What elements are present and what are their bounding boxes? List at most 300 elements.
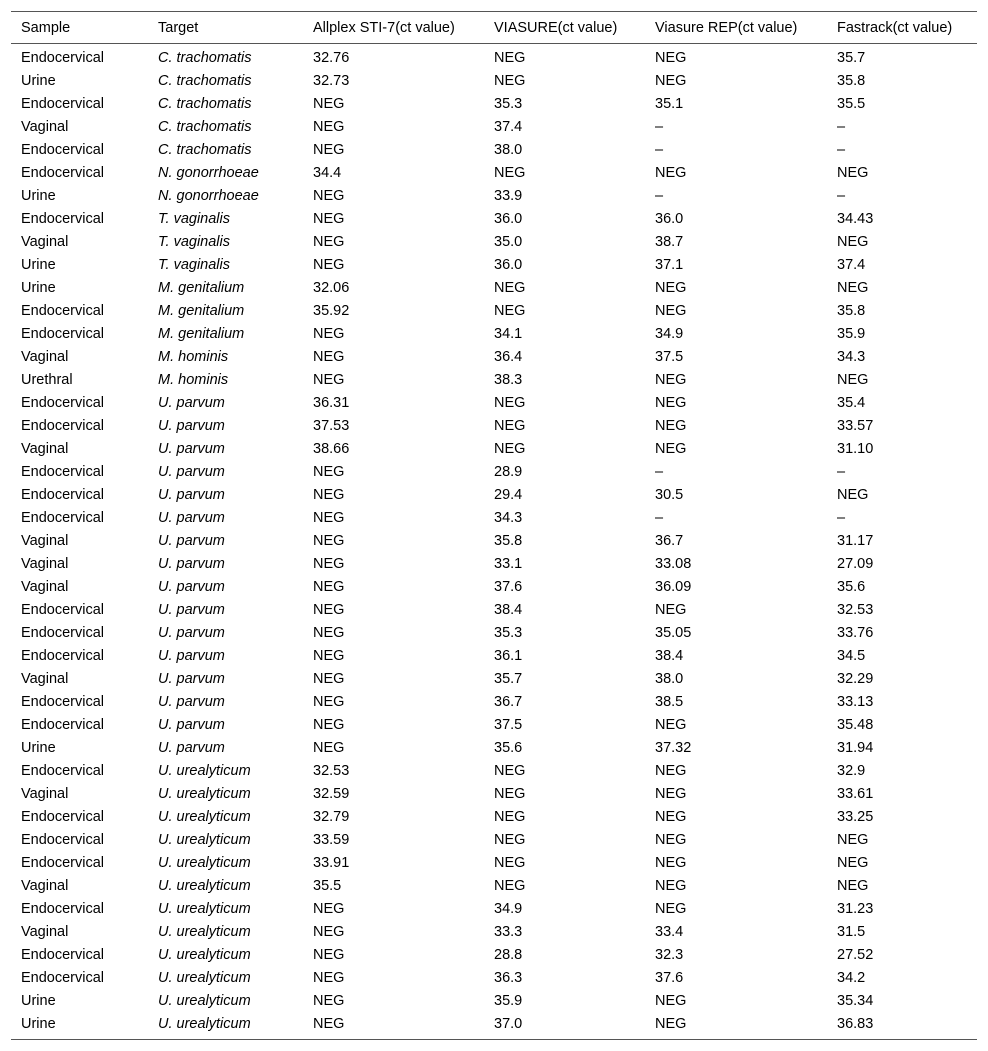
fastrack-cell: 31.94 <box>837 739 874 756</box>
allplex-cell: 38.66 <box>313 440 350 457</box>
sample-cell: Vaginal <box>21 555 69 572</box>
allplex-cell: NEG <box>313 233 345 250</box>
fastrack-cell: 34.5 <box>837 647 866 664</box>
viasure-rep-cell: – <box>655 187 664 204</box>
sample-cell: Endocervical <box>21 716 105 733</box>
header-viasure-rep: Viasure REP(ct value) <box>645 12 827 44</box>
table-row <box>11 483 977 506</box>
sample-cell: Endocervical <box>21 417 105 434</box>
target-cell: M. hominis <box>158 371 229 388</box>
allplex-cell: NEG <box>313 463 345 480</box>
sample-cell: Vaginal <box>21 233 69 250</box>
viasure-cell: 38.4 <box>494 601 523 618</box>
fastrack-cell: 37.4 <box>837 256 866 273</box>
allplex-cell: 32.76 <box>313 49 350 66</box>
allplex-cell: 35.92 <box>313 302 350 319</box>
target-cell: U. parvum <box>158 716 225 733</box>
viasure-rep-cell: NEG <box>655 279 687 296</box>
viasure-cell: 36.0 <box>494 210 523 227</box>
target-cell: U. urealyticum <box>158 762 251 779</box>
target-cell: T. vaginalis <box>158 256 231 273</box>
target-cell: C. trachomatis <box>158 49 252 66</box>
viasure-rep-cell: – <box>655 509 664 526</box>
viasure-cell: NEG <box>494 49 526 66</box>
target-cell: U. urealyticum <box>158 854 251 871</box>
sample-cell: Endocervical <box>21 969 105 986</box>
fastrack-cell: 34.43 <box>837 210 874 227</box>
sample-cell: Urine <box>21 992 56 1009</box>
sample-cell: Endocervical <box>21 624 105 641</box>
fastrack-cell: 31.10 <box>837 440 874 457</box>
fastrack-cell: NEG <box>837 164 869 181</box>
viasure-cell: 34.1 <box>494 325 523 342</box>
sample-cell: Urethral <box>21 371 73 388</box>
viasure-cell: 38.0 <box>494 141 523 158</box>
sample-cell: Vaginal <box>21 440 69 457</box>
sample-cell: Endocervical <box>21 831 105 848</box>
target-cell: U. parvum <box>158 417 225 434</box>
viasure-rep-cell: 35.1 <box>655 95 684 112</box>
sample-cell: Endocervical <box>21 946 105 963</box>
allplex-cell: NEG <box>313 923 345 940</box>
target-cell: M. genitalium <box>158 302 245 319</box>
sample-cell: Vaginal <box>21 348 69 365</box>
viasure-rep-cell: NEG <box>655 49 687 66</box>
target-cell: N. gonorrhoeae <box>158 164 259 181</box>
viasure-cell: NEG <box>494 164 526 181</box>
viasure-cell: NEG <box>494 417 526 434</box>
viasure-rep-cell: NEG <box>655 992 687 1009</box>
allplex-cell: NEG <box>313 210 345 227</box>
table-row <box>11 276 977 299</box>
target-cell: U. urealyticum <box>158 785 251 802</box>
allplex-cell: NEG <box>313 578 345 595</box>
viasure-cell: NEG <box>494 440 526 457</box>
table-row <box>11 552 977 575</box>
table-row <box>11 253 977 276</box>
viasure-rep-cell: NEG <box>655 371 687 388</box>
sample-cell: Urine <box>21 279 56 296</box>
sample-cell: Vaginal <box>21 118 69 135</box>
allplex-cell: NEG <box>313 693 345 710</box>
target-cell: U. urealyticum <box>158 808 251 825</box>
viasure-rep-cell: NEG <box>655 785 687 802</box>
fastrack-cell: 33.13 <box>837 693 874 710</box>
allplex-cell: 36.31 <box>313 394 350 411</box>
fastrack-cell: 35.8 <box>837 72 866 89</box>
target-cell: T. vaginalis <box>158 210 231 227</box>
target-cell: U. urealyticum <box>158 946 251 963</box>
fastrack-cell: 34.3 <box>837 348 866 365</box>
table-row <box>11 44 977 70</box>
sample-cell: Endocervical <box>21 325 105 342</box>
target-cell: U. urealyticum <box>158 969 251 986</box>
target-cell: C. trachomatis <box>158 95 252 112</box>
table-row <box>11 966 977 989</box>
target-cell: U. parvum <box>158 486 225 503</box>
allplex-cell: NEG <box>313 95 345 112</box>
table-row <box>11 805 977 828</box>
viasure-rep-cell: 36.0 <box>655 210 684 227</box>
table-row <box>11 1012 977 1040</box>
viasure-rep-cell: 38.0 <box>655 670 684 687</box>
viasure-rep-cell: NEG <box>645 1012 827 1040</box>
fastrack-cell: NEG <box>837 831 869 848</box>
viasure-cell: 28.9 <box>494 463 523 480</box>
table-row <box>11 345 977 368</box>
table-row <box>11 506 977 529</box>
header-target: Target <box>148 12 303 44</box>
viasure-rep-cell: NEG <box>655 854 687 871</box>
table-row <box>11 667 977 690</box>
table-row <box>11 851 977 874</box>
allplex-cell: NEG <box>313 256 345 273</box>
sample-cell: Endocervical <box>21 164 105 181</box>
viasure-cell: NEG <box>494 785 526 802</box>
viasure-cell: 29.4 <box>494 486 523 503</box>
target-cell: M. genitalium <box>158 279 245 296</box>
allplex-cell: NEG <box>313 486 345 503</box>
allplex-cell: NEG <box>313 624 345 641</box>
viasure-rep-cell: NEG <box>655 762 687 779</box>
fastrack-cell: – <box>837 187 846 204</box>
allplex-cell: NEG <box>313 509 345 526</box>
sample-cell: Endocervical <box>21 210 105 227</box>
viasure-cell: 35.7 <box>494 670 523 687</box>
fastrack-cell: NEG <box>837 486 869 503</box>
fastrack-cell: 32.29 <box>837 670 874 687</box>
table-row <box>11 529 977 552</box>
sample-cell: Vaginal <box>21 578 69 595</box>
viasure-cell: 37.5 <box>494 716 523 733</box>
sample-cell: Urine <box>21 739 56 756</box>
allplex-cell: 35.5 <box>313 877 342 894</box>
allplex-cell: NEG <box>313 555 345 572</box>
allplex-cell: NEG <box>313 992 345 1009</box>
sample-cell: Urine <box>21 72 56 89</box>
fastrack-cell: 31.23 <box>837 900 874 917</box>
sample-cell: Endocervical <box>21 647 105 664</box>
viasure-rep-cell: 36.7 <box>655 532 684 549</box>
table-row <box>11 391 977 414</box>
allplex-cell: 32.53 <box>313 762 350 779</box>
allplex-cell: 32.73 <box>313 72 350 89</box>
viasure-cell: NEG <box>494 302 526 319</box>
allplex-cell: 34.4 <box>313 164 342 181</box>
table-row <box>11 92 977 115</box>
target-cell: U. parvum <box>158 463 225 480</box>
viasure-cell: 36.7 <box>494 693 523 710</box>
viasure-cell: NEG <box>494 394 526 411</box>
viasure-rep-cell: 35.05 <box>655 624 692 641</box>
sample-cell: Endocervical <box>21 486 105 503</box>
viasure-rep-cell: – <box>655 118 664 135</box>
fastrack-cell: 36.83 <box>827 1012 977 1040</box>
allplex-cell: NEG <box>313 371 345 388</box>
target-cell: U. parvum <box>158 670 225 687</box>
sample-cell: Vaginal <box>21 785 69 802</box>
viasure-rep-cell: 34.9 <box>655 325 684 342</box>
fastrack-cell: 33.76 <box>837 624 874 641</box>
table-row <box>11 184 977 207</box>
viasure-cell: 33.1 <box>494 555 523 572</box>
sample-cell: Vaginal <box>21 670 69 687</box>
fastrack-cell: NEG <box>837 233 869 250</box>
target-cell: C. trachomatis <box>158 118 252 135</box>
fastrack-cell: – <box>837 141 846 158</box>
table-row <box>11 230 977 253</box>
table-row <box>11 621 977 644</box>
viasure-rep-cell: 37.6 <box>655 969 684 986</box>
sample-cell: Endocervical <box>21 49 105 66</box>
viasure-cell: NEG <box>494 808 526 825</box>
fastrack-cell: 32.53 <box>837 601 874 618</box>
viasure-rep-cell: 37.1 <box>655 256 684 273</box>
sample-cell: Endocervical <box>21 141 105 158</box>
fastrack-cell: NEG <box>837 279 869 296</box>
target-cell: U. parvum <box>158 693 225 710</box>
fastrack-cell: 34.2 <box>837 969 866 986</box>
sample-cell: Urine <box>21 256 56 273</box>
viasure-cell: 37.4 <box>494 118 523 135</box>
viasure-rep-cell: NEG <box>655 601 687 618</box>
target-cell: U. parvum <box>158 578 225 595</box>
allplex-cell: NEG <box>313 739 345 756</box>
allplex-cell: 32.79 <box>313 808 350 825</box>
table-row <box>11 115 977 138</box>
target-cell: M. hominis <box>158 348 229 365</box>
sample-cell: Endocervical <box>21 95 105 112</box>
allplex-cell: NEG <box>313 647 345 664</box>
fastrack-cell: 33.57 <box>837 417 874 434</box>
viasure-cell: 35.9 <box>494 992 523 1009</box>
allplex-cell: NEG <box>313 670 345 687</box>
fastrack-cell: 35.8 <box>837 302 866 319</box>
sample-cell: Endocervical <box>21 762 105 779</box>
table-row <box>11 782 977 805</box>
allplex-cell: NEG <box>303 1012 484 1040</box>
table-row <box>11 299 977 322</box>
sample-cell: Endocervical <box>21 854 105 871</box>
viasure-rep-cell: NEG <box>655 164 687 181</box>
target-cell: U. parvum <box>158 555 225 572</box>
fastrack-cell: 35.7 <box>837 49 866 66</box>
viasure-cell: NEG <box>494 279 526 296</box>
viasure-cell: 36.3 <box>494 969 523 986</box>
fastrack-cell: 33.25 <box>837 808 874 825</box>
table-row <box>11 644 977 667</box>
viasure-rep-cell: 33.08 <box>655 555 692 572</box>
viasure-cell: 37.0 <box>484 1012 645 1040</box>
viasure-cell: 37.6 <box>494 578 523 595</box>
viasure-rep-cell: NEG <box>655 417 687 434</box>
table-row <box>11 161 977 184</box>
fastrack-cell: 32.9 <box>837 762 866 779</box>
table-row <box>11 322 977 345</box>
allplex-cell: NEG <box>313 187 345 204</box>
table-row <box>11 575 977 598</box>
viasure-cell: 36.1 <box>494 647 523 664</box>
fastrack-cell: – <box>837 509 846 526</box>
sample-cell: Vaginal <box>21 923 69 940</box>
viasure-cell: 36.4 <box>494 348 523 365</box>
viasure-rep-cell: NEG <box>655 900 687 917</box>
sample-cell: Vaginal <box>21 877 69 894</box>
target-cell: U. parvum <box>158 739 225 756</box>
allplex-cell: 33.91 <box>313 854 350 871</box>
viasure-cell: 34.9 <box>494 900 523 917</box>
viasure-rep-cell: 33.4 <box>655 923 684 940</box>
viasure-rep-cell: 37.32 <box>655 739 692 756</box>
target-cell: N. gonorrhoeae <box>158 187 259 204</box>
table-row <box>11 920 977 943</box>
results-table <box>11 11 977 1040</box>
fastrack-cell: 35.34 <box>837 992 874 1009</box>
viasure-cell: 35.3 <box>494 95 523 112</box>
viasure-rep-cell: NEG <box>655 440 687 457</box>
target-cell: C. trachomatis <box>158 72 252 89</box>
table-row <box>11 736 977 759</box>
viasure-rep-cell: 37.5 <box>655 348 684 365</box>
viasure-cell: NEG <box>494 877 526 894</box>
fastrack-cell: – <box>837 118 846 135</box>
target-cell: U. parvum <box>158 394 225 411</box>
target-cell: U. urealyticum <box>158 900 251 917</box>
table-row <box>11 759 977 782</box>
viasure-rep-cell: 36.09 <box>655 578 692 595</box>
allplex-cell: NEG <box>313 900 345 917</box>
header-allplex: Allplex STI-7(ct value) <box>303 12 484 44</box>
table-row <box>11 138 977 161</box>
viasure-cell: 35.8 <box>494 532 523 549</box>
table-row <box>11 598 977 621</box>
table-row <box>11 207 977 230</box>
target-cell: U. urealyticum <box>158 923 251 940</box>
sample-cell: Endocervical <box>21 808 105 825</box>
header-viasure: VIASURE(ct value) <box>484 12 645 44</box>
viasure-rep-cell: NEG <box>655 394 687 411</box>
fastrack-cell: 35.5 <box>837 95 866 112</box>
fastrack-cell: 31.17 <box>837 532 874 549</box>
viasure-rep-cell: 32.3 <box>655 946 684 963</box>
target-cell: U. parvum <box>158 440 225 457</box>
header-sample: Sample <box>11 12 148 44</box>
viasure-cell: 35.6 <box>494 739 523 756</box>
viasure-rep-cell: NEG <box>655 716 687 733</box>
sample-cell: Endocervical <box>21 463 105 480</box>
viasure-rep-cell: 38.5 <box>655 693 684 710</box>
viasure-cell: 33.3 <box>494 923 523 940</box>
fastrack-cell: 33.61 <box>837 785 874 802</box>
viasure-rep-cell: – <box>655 141 664 158</box>
viasure-cell: 28.8 <box>494 946 523 963</box>
target-cell: T. vaginalis <box>158 233 231 250</box>
target-cell: U. parvum <box>158 601 225 618</box>
table-row <box>11 828 977 851</box>
allplex-cell: NEG <box>313 325 345 342</box>
allplex-cell: 37.53 <box>313 417 350 434</box>
viasure-cell: 33.9 <box>494 187 523 204</box>
viasure-rep-cell: NEG <box>655 808 687 825</box>
allplex-cell: NEG <box>313 601 345 618</box>
table-row <box>11 874 977 897</box>
viasure-cell: 34.3 <box>494 509 523 526</box>
target-cell: U. parvum <box>158 509 225 526</box>
allplex-cell: NEG <box>313 946 345 963</box>
sample-cell: Vaginal <box>21 532 69 549</box>
fastrack-cell: 35.4 <box>837 394 866 411</box>
table-row <box>11 69 977 92</box>
viasure-cell: 35.0 <box>494 233 523 250</box>
viasure-rep-cell: – <box>655 463 664 480</box>
sample-cell: Urine <box>21 187 56 204</box>
table-row <box>11 943 977 966</box>
viasure-cell: NEG <box>494 72 526 89</box>
header-fastrack: Fastrack(ct value) <box>827 12 977 44</box>
table-row <box>11 368 977 391</box>
fastrack-cell: 35.6 <box>837 578 866 595</box>
table-row <box>11 460 977 483</box>
viasure-cell: NEG <box>494 762 526 779</box>
target-cell: M. genitalium <box>158 325 245 342</box>
fastrack-cell: 35.9 <box>837 325 866 342</box>
sample-cell: Endocervical <box>21 601 105 618</box>
sample-cell: Endocervical <box>21 394 105 411</box>
allplex-cell: NEG <box>313 118 345 135</box>
table-row <box>11 437 977 460</box>
target-cell: U. urealyticum <box>158 831 251 848</box>
target-cell: U. parvum <box>158 647 225 664</box>
target-cell: U. urealyticum <box>148 1012 303 1040</box>
viasure-rep-cell: 38.7 <box>655 233 684 250</box>
sample-cell: Endocervical <box>21 509 105 526</box>
sample-cell: Urine <box>11 1012 148 1040</box>
viasure-rep-cell: NEG <box>655 831 687 848</box>
allplex-cell: NEG <box>313 348 345 365</box>
target-cell: U. urealyticum <box>158 992 251 1009</box>
viasure-rep-cell: NEG <box>655 877 687 894</box>
sample-cell: Endocervical <box>21 900 105 917</box>
table-row <box>11 713 977 736</box>
viasure-rep-cell: NEG <box>655 72 687 89</box>
allplex-cell: 33.59 <box>313 831 350 848</box>
viasure-cell: NEG <box>494 831 526 848</box>
viasure-rep-cell: 38.4 <box>655 647 684 664</box>
fastrack-cell: – <box>837 463 846 480</box>
target-cell: U. urealyticum <box>158 877 251 894</box>
target-cell: U. parvum <box>158 624 225 641</box>
fastrack-cell: NEG <box>837 877 869 894</box>
allplex-cell: NEG <box>313 969 345 986</box>
allplex-cell: NEG <box>313 141 345 158</box>
table-row <box>11 414 977 437</box>
table-header <box>11 12 977 44</box>
table-row <box>11 989 977 1012</box>
target-cell: U. parvum <box>158 532 225 549</box>
allplex-cell: 32.59 <box>313 785 350 802</box>
viasure-rep-cell: 30.5 <box>655 486 684 503</box>
viasure-cell: 35.3 <box>494 624 523 641</box>
target-cell: C. trachomatis <box>158 141 252 158</box>
fastrack-cell: NEG <box>837 854 869 871</box>
sample-cell: Endocervical <box>21 693 105 710</box>
viasure-cell: 36.0 <box>494 256 523 273</box>
viasure-cell: 38.3 <box>494 371 523 388</box>
fastrack-cell: 35.48 <box>837 716 874 733</box>
table-row <box>11 690 977 713</box>
fastrack-cell: 27.52 <box>837 946 874 963</box>
table-body <box>11 44 977 1040</box>
